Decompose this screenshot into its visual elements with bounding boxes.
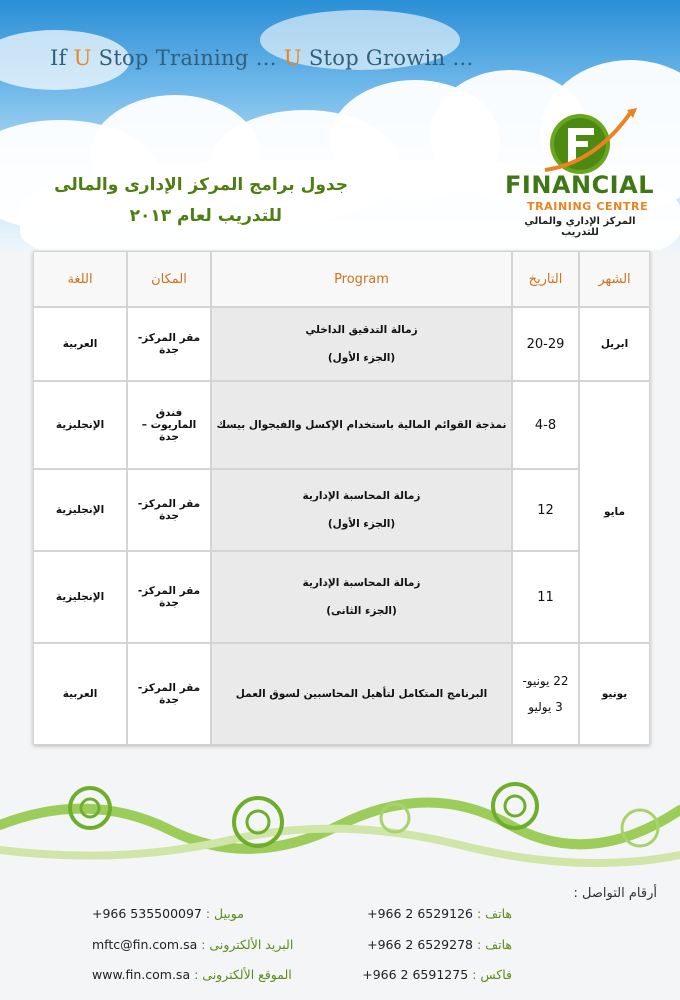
- contact-phone-2: هاتف : +966 2 6529278: [367, 937, 512, 952]
- row4-program: زمالة المحاسبة الإدارية (الجزء الثانى): [211, 551, 512, 643]
- row5-program: البرنامج المتكامل لتأهيل المحاسبين لسوق العمل: [211, 643, 512, 745]
- decorative-swirl-ornament: [0, 770, 680, 880]
- row5-date: 22 يونيو- 3 يوليو: [512, 643, 579, 745]
- header-date: التاريخ: [512, 251, 579, 307]
- row3-location: مقر المركز- جدة: [127, 469, 211, 551]
- title-line-2: للتدريب لعام ٢٠١٣: [129, 206, 282, 226]
- page-title: [54, 170, 348, 232]
- header-language: اللغة: [33, 251, 127, 307]
- row3-language: الإنجليزية: [33, 469, 127, 551]
- logo-wordmark: FINANCIAL: [505, 171, 654, 199]
- contact-email[interactable]: البريد الألكترونى : mftc@fin.com.sa: [92, 937, 294, 952]
- financial-training-centre-logo: [505, 108, 670, 238]
- slogan: If U Stop Training … U Stop Growin …: [50, 46, 474, 70]
- header-location: المكان: [127, 251, 211, 307]
- contact-title: أرقام التواصل :: [573, 886, 657, 901]
- logo-arabic-name: المركز الإداري والمالي للتدريب: [524, 216, 636, 238]
- contact-fax: فاكس : +966 2 6591275: [362, 967, 512, 982]
- row4-language: الإنجليزية: [33, 551, 127, 643]
- row1-language: العربية: [33, 307, 127, 381]
- month-may: مايو: [579, 381, 650, 643]
- contact-mobile: موبيل : +966 535500097: [92, 906, 244, 921]
- row2-date: 4-8: [512, 381, 579, 469]
- row4-date: 11: [512, 551, 579, 643]
- row2-program: نمذجة القوائم المالية باستخدام الإكسل والفيجوال بيسك: [211, 381, 512, 469]
- row1-month: ابريل: [579, 307, 650, 381]
- row1-location: مقر المركز- جدة: [127, 307, 211, 381]
- row4-location: مقر المركز- جدة: [127, 551, 211, 643]
- title-line-1: جدول برامج المركز الإدارى والمالى: [54, 175, 348, 195]
- row1-date: 20-29: [512, 307, 579, 381]
- row5-month: يونيو: [579, 643, 650, 745]
- row3-program: زمالة المحاسبة الإدارية (الجزء الأول): [211, 469, 512, 551]
- schedule-table: [33, 251, 650, 745]
- row3-date: 12: [512, 469, 579, 551]
- header-month: الشهر: [579, 251, 650, 307]
- contact-website[interactable]: الموقع الألكترونى : www.fin.com.sa: [92, 967, 292, 982]
- logo-subtitle: TRAINING CENTRE: [527, 200, 649, 213]
- header-program: Program: [211, 251, 512, 307]
- row1-program: زمالة التدقيق الداخلي (الجزء الأول): [211, 307, 512, 381]
- row2-language: الإنجليزية: [33, 381, 127, 469]
- contact-phone-1: هاتف : +966 2 6529126: [367, 906, 512, 921]
- row2-location: فندق الماريوت – جدة: [127, 381, 211, 469]
- row5-location: مقر المركز- جدة: [127, 643, 211, 745]
- logo-emblem-icon: [535, 108, 665, 178]
- row5-language: العربية: [33, 643, 127, 745]
